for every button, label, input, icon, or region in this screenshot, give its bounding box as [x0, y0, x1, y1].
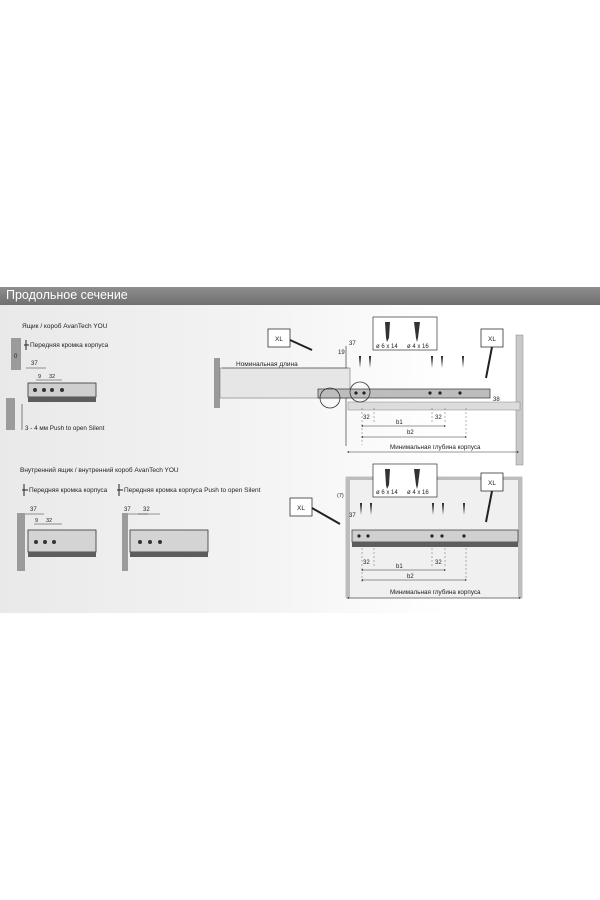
left-top-push-note: 3 - 4 мм Push to open Silent: [25, 425, 105, 432]
right-top-dim-37: 37: [349, 341, 356, 347]
left-top-dim-9: 9: [38, 374, 42, 380]
right-top-screw-a: ø 6 x 14: [376, 344, 398, 350]
right-top-nominal-length: Номинальная длина: [236, 361, 298, 368]
left-bottom-dim-32b: 32: [143, 507, 150, 513]
right-bottom-xl-right: XL: [488, 480, 496, 487]
left-bottom-dim-37a: 37: [30, 507, 37, 513]
cabinet-side-panel-4: [122, 513, 128, 571]
left-bottom-front-edge-push: Передняя кромка корпуса Push to open Silent: [124, 487, 261, 494]
left-bottom-front-edge: Передняя кромка корпуса: [29, 487, 108, 494]
right-top-min-depth: Минимальная глубина корпуса: [390, 444, 481, 451]
left-bottom-dim-32a: 32: [46, 518, 53, 524]
right-bottom-dim-7: (7): [337, 493, 344, 499]
left-bottom-title: Внутренний ящик / внутренний короб AvanTech YOU: [20, 467, 179, 474]
cabinet-side-panel-2: [6, 398, 15, 430]
left-top-front-edge: Передняя кромка корпуса: [30, 342, 109, 349]
right-top-detail: [214, 317, 523, 465]
right-bottom-dim-32-right: 32: [435, 560, 442, 566]
left-bottom-dim-9: 9: [35, 518, 39, 524]
right-bottom-detail: [290, 464, 522, 598]
right-bottom-xl-left: XL: [297, 505, 305, 512]
right-top-dim-32-right: 32: [435, 415, 442, 421]
left-bottom-detail: [17, 466, 261, 571]
front-edge-marker: [24, 340, 29, 350]
right-bottom-b1: b1: [396, 564, 403, 570]
right-bottom-min-depth: Минимальная глубина корпуса: [390, 589, 481, 596]
right-bottom-screw-b: ø 4 x 16: [407, 490, 429, 496]
left-top-dim-32: 32: [49, 374, 56, 380]
left-top-dim-37: 37: [31, 361, 38, 367]
drawer-front: [214, 358, 220, 408]
right-top-xl-right: XL: [488, 336, 496, 343]
inner-runner: [352, 530, 518, 542]
right-top-xl-left: XL: [275, 336, 283, 343]
right-bottom-b2: b2: [407, 574, 414, 580]
inner-drawer-profile-a: [28, 530, 96, 552]
left-top-title: Ящик / короб AvanTech YOU: [22, 323, 108, 330]
section-title: Продольное сечение: [6, 288, 128, 302]
right-top-dim-32-left: 32: [363, 415, 370, 421]
right-bottom-screw-a: ø 6 x 14: [376, 490, 398, 496]
right-top-screw-b: ø 4 x 16: [407, 344, 429, 350]
drawer-runner: [318, 389, 490, 398]
left-top-detail: [6, 322, 109, 432]
right-bottom-dim-37: 37: [349, 513, 356, 519]
right-top-b2: b2: [407, 430, 414, 436]
right-top-b1: b1: [396, 420, 403, 426]
left-top-dim-0: 0: [14, 354, 18, 360]
right-bottom-dim-32-left: 32: [363, 560, 370, 566]
right-top-dim-19: 19: [338, 350, 345, 356]
right-top-dim-38: 38: [493, 397, 500, 403]
cabinet-side-panel-3: [17, 513, 25, 571]
cabinet-back-panel: [516, 335, 523, 465]
left-bottom-dim-37b: 37: [124, 507, 131, 513]
